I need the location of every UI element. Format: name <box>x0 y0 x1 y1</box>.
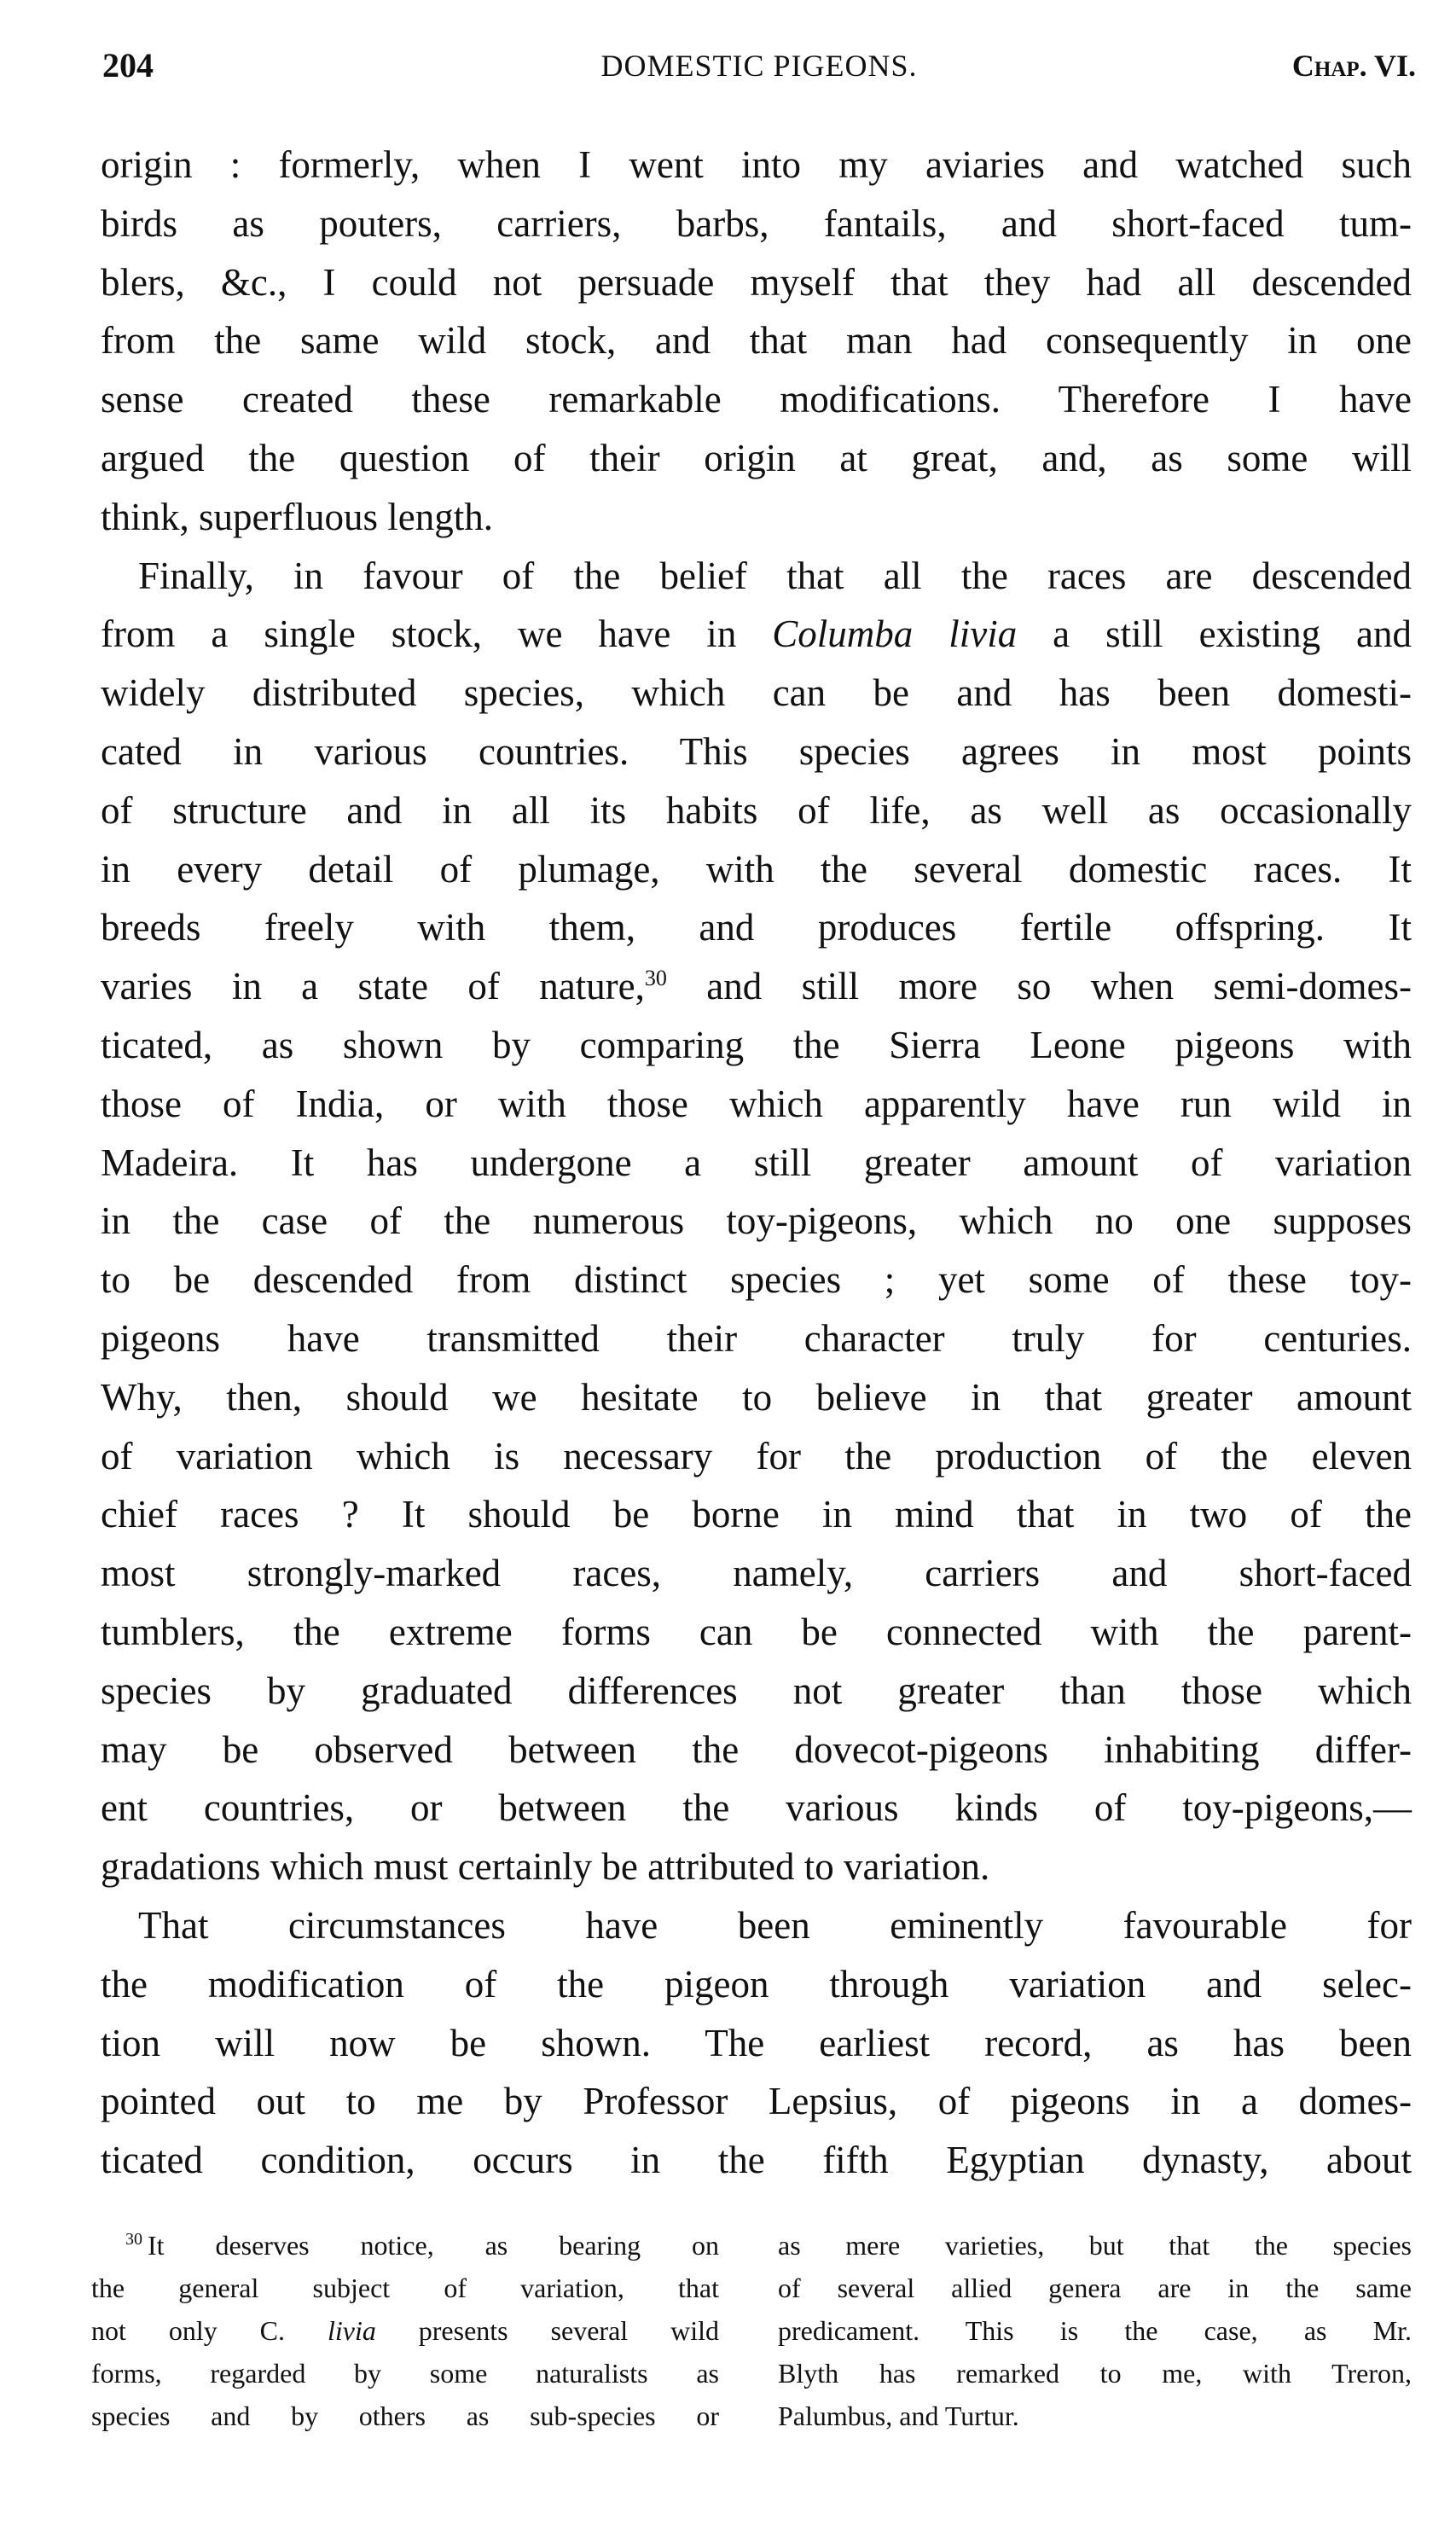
text-line <box>101 547 1412 606</box>
text-line <box>101 1016 1412 1075</box>
line-text: sense created these remarkable modifications. Therefore I have <box>101 378 1412 421</box>
text-line <box>101 1896 1412 1955</box>
text-line <box>91 2267 719 2309</box>
text-line <box>101 429 1412 488</box>
line-text: Madeira. It has undergone a still greater amount of variation <box>101 1141 1412 1184</box>
line-text: Blyth has remarked to me, with Treron, <box>778 2358 1412 2389</box>
text-line <box>778 2267 1412 2309</box>
chapter-label: Chap. VI. <box>1291 49 1416 83</box>
text-line <box>101 370 1412 429</box>
text-line <box>101 194 1412 253</box>
line-text: It deserves notice, as bearing on <box>148 2230 719 2261</box>
line-text: predicament. This is the case, as Mr. <box>778 2315 1412 2346</box>
line-text: varies in a state of nature, <box>101 965 645 1008</box>
line-text: from the same wild stock, and that man had consequently in one <box>101 319 1412 363</box>
italic-species-name: livia <box>327 2315 376 2346</box>
line-text: presents several wild <box>375 2315 720 2346</box>
text-line <box>101 2072 1412 2131</box>
line-text: species and by others as sub-species or <box>91 2401 719 2431</box>
line-text: as mere varieties, but that the species <box>778 2230 1412 2261</box>
line-text: Finally, in favour of the belief that all the races are descended <box>138 554 1412 597</box>
line-text: cated in various countries. This species agrees in most points <box>101 729 1412 773</box>
text-line <box>101 898 1412 957</box>
text-line <box>101 1251 1412 1309</box>
text-line <box>778 2352 1412 2395</box>
line-text: pointed out to me by Professor Lepsius, of pigeons in a domes- <box>101 2080 1412 2123</box>
text-line <box>778 2309 1412 2352</box>
line-text: ent countries, or between the various kinds of toy-pigeons,— <box>101 1786 1412 1830</box>
text-line <box>101 1192 1412 1251</box>
line-text: ticated condition, occurs in the fifth Egyptian dynasty, about <box>101 2139 1412 2182</box>
line-text: a still existing and <box>1017 612 1412 656</box>
line-text: those of India, or with those which apparently have run wild in <box>101 1082 1412 1125</box>
line-text: of structure and in all its habits of life, as well as occasionally <box>101 788 1412 832</box>
line-text: origin : formerly, when I went into my aviaries and watched such <box>101 143 1412 186</box>
line-text: widely distributed species, which can be and has been domesti- <box>101 671 1412 715</box>
line-text: argued the question of their origin at great, and, as some will <box>101 436 1412 479</box>
line-text: in the case of the numerous toy-pigeons, which no one supposes <box>101 1199 1412 1243</box>
line-text: species by graduated differences not greater than those which <box>101 1669 1412 1712</box>
text-line <box>101 664 1412 723</box>
text-line <box>101 1721 1412 1779</box>
line-text: tumblers, the extreme forms can be connected with the parent- <box>101 1610 1412 1653</box>
line-text: chief races ? It should be borne in mind that in two of the <box>101 1493 1412 1536</box>
text-line <box>91 2352 719 2395</box>
line-text: breeds freely with them, and produces fertile offspring. It <box>101 906 1412 949</box>
line-text: Why, then, should we hesitate to believe in that greater amount <box>101 1375 1412 1419</box>
page-number: 204 <box>102 46 154 84</box>
text-line <box>101 781 1412 840</box>
line-text: Palumbus, and Turtur. <box>778 2401 1019 2431</box>
text-line <box>101 1075 1412 1134</box>
line-text: of variation which is necessary for the production of the eleven <box>101 1434 1412 1477</box>
text-line <box>101 1309 1412 1368</box>
text-line <box>101 1368 1412 1427</box>
text-line <box>101 253 1412 312</box>
text-line <box>101 605 1412 664</box>
line-text: blers, &c., I could not persuade myself that they had all descended <box>101 260 1412 304</box>
footnote-column-right <box>778 2224 1412 2437</box>
text-line <box>101 1779 1412 1837</box>
text-line <box>101 1544 1412 1603</box>
footnote-number: 30 <box>125 2230 142 2250</box>
text-line <box>101 1837 1412 1896</box>
text-line <box>101 2014 1412 2073</box>
line-text: the general subject of variation, that <box>91 2273 719 2303</box>
text-line <box>101 723 1412 781</box>
line-text: to be descended from distinct species ; yet some of these toy- <box>101 1258 1412 1302</box>
line-text: and still more so when semi-domes- <box>666 965 1412 1008</box>
line-text: forms, regarded by some naturalists as <box>91 2358 719 2389</box>
text-line <box>101 957 1412 1016</box>
text-line <box>101 1955 1412 2014</box>
line-text: from a single stock, we have in <box>101 612 773 656</box>
text-line <box>101 840 1412 899</box>
text-line <box>101 136 1412 194</box>
line-text: of several allied genera are in the same <box>778 2273 1412 2303</box>
line-text: may be observed between the dovecot-pigeons inhabiting differ- <box>101 1727 1412 1771</box>
text-line <box>101 311 1412 370</box>
line-text: think, superfluous length. <box>101 495 493 538</box>
text-line <box>91 2224 719 2267</box>
line-text: most strongly-marked races, namely, carriers and short-faced <box>101 1552 1412 1595</box>
line-text: That circumstances have been eminently favourable for <box>138 1903 1412 1947</box>
body-text <box>101 136 1412 2190</box>
text-line <box>91 2309 719 2352</box>
line-text: pigeons have transmitted their character truly for centuries. <box>101 1316 1412 1360</box>
text-line <box>101 488 1412 547</box>
line-text: tion will now be shown. The earliest record, as has been <box>101 2021 1412 2064</box>
line-text: ticated, as shown by comparing the Sierra Leone pigeons with <box>101 1023 1412 1066</box>
text-line <box>91 2395 719 2437</box>
running-header <box>102 44 1416 87</box>
line-text: birds as pouters, carriers, barbs, fantails, and short-faced tum- <box>101 201 1412 245</box>
line-text: gradations which must certainly be attributed to variation. <box>101 1845 990 1889</box>
text-line <box>101 2131 1412 2190</box>
text-line <box>101 1134 1412 1193</box>
text-line <box>101 1662 1412 1721</box>
text-line <box>101 1603 1412 1662</box>
italic-species-name: Columba livia <box>772 612 1018 656</box>
text-line <box>101 1485 1412 1544</box>
running-title: DOMESTIC PIGEONS. <box>600 49 918 83</box>
footnote-column-left <box>91 2224 719 2437</box>
line-text: the modification of the pigeon through variation and selec- <box>101 1962 1412 2006</box>
line-text: not only C. <box>91 2315 328 2346</box>
text-line <box>778 2395 1412 2437</box>
text-line <box>778 2224 1412 2267</box>
footnote-reference: 30 <box>644 966 667 991</box>
text-line <box>101 1427 1412 1486</box>
line-text: in every detail of plumage, with the several domestic races. It <box>101 847 1412 891</box>
